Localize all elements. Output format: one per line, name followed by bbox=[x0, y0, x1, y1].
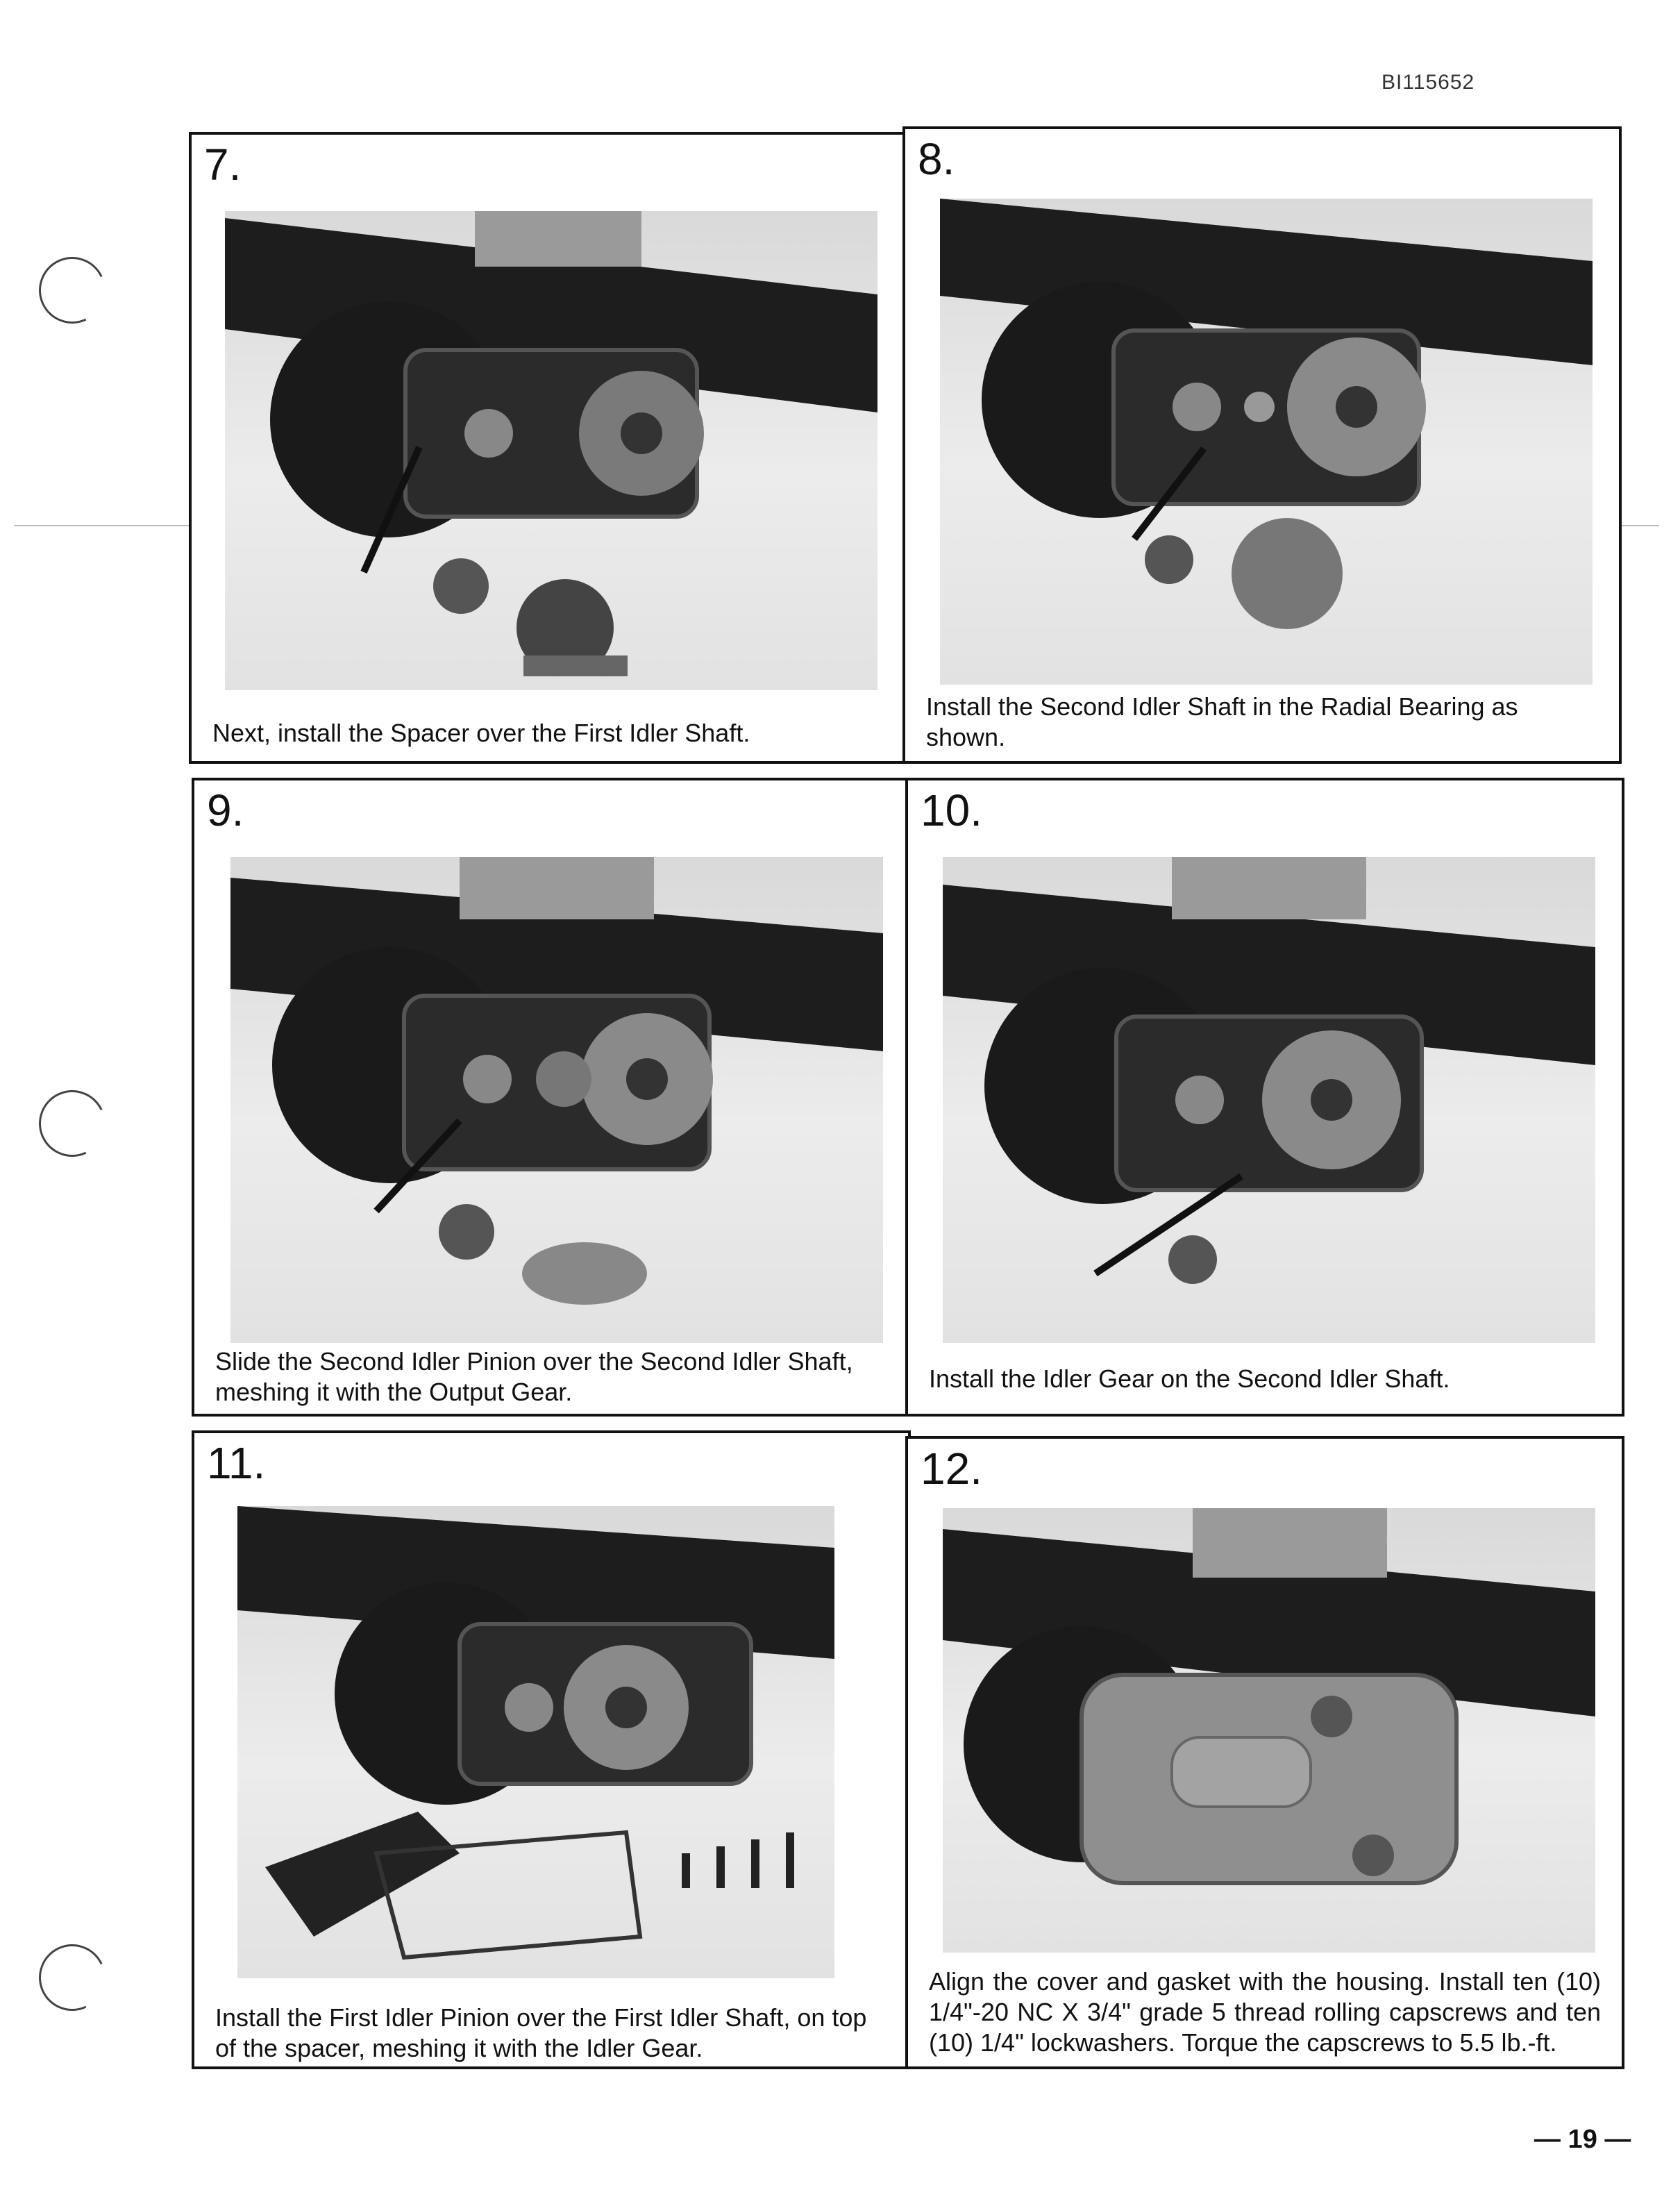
step-panel-10 bbox=[905, 778, 1624, 1417]
step-number: 11. bbox=[207, 1438, 266, 1488]
step-photo-first-idler-pinion bbox=[237, 1506, 834, 1978]
step-number: 12. bbox=[921, 1444, 982, 1494]
document-id: BI115652 bbox=[1381, 71, 1475, 94]
step-number: 10. bbox=[921, 785, 982, 835]
step-caption: Next, install the Spacer over the First Idler Shaft. bbox=[212, 719, 750, 747]
binder-hole-mark bbox=[29, 1935, 115, 2020]
step-caption: Align the cover and gasket with the housing. Install ten (10) 1/4"-20 NC X 3/4" grade 5 thread rolling capscrews and ten (10) 1/4" lockwashers. Torque the capscrews to 5.5 lb.-ft. bbox=[929, 1967, 1601, 2057]
step-caption: Install the Second Idler Shaft in the Radial Bearing as shown. bbox=[926, 692, 1518, 751]
step-number: 8. bbox=[918, 134, 955, 184]
step-panel-11 bbox=[192, 1430, 911, 2069]
binder-hole-mark bbox=[29, 1080, 115, 1166]
step-photo-second-idler-shaft bbox=[940, 199, 1593, 685]
binder-hole-mark bbox=[29, 247, 115, 333]
step-photo-second-idler-pinion bbox=[230, 857, 883, 1343]
step-number: 9. bbox=[207, 785, 244, 835]
step-photo-idler-gear bbox=[943, 857, 1595, 1343]
step-panel-8 bbox=[902, 126, 1622, 764]
step-caption: Slide the Second Idler Pinion over the Second Idler Shaft, meshing it with the Output Gear. bbox=[215, 1347, 853, 1406]
step-photo-spacer bbox=[225, 211, 877, 690]
step-photo-cover-installed bbox=[943, 1508, 1595, 1953]
step-panel-7 bbox=[189, 132, 908, 764]
page-number: — 19 — bbox=[1534, 2125, 1631, 2154]
step-caption: Install the Idler Gear on the Second Idler Shaft. bbox=[929, 1364, 1450, 1393]
step-panel-12 bbox=[905, 1436, 1624, 2069]
step-number: 7. bbox=[204, 140, 242, 190]
step-panel-9 bbox=[192, 778, 911, 1417]
step-caption: Install the First Idler Pinion over the First Idler Shaft, on top of the spacer, meshing it with the Idler Gear. bbox=[215, 2003, 867, 2062]
